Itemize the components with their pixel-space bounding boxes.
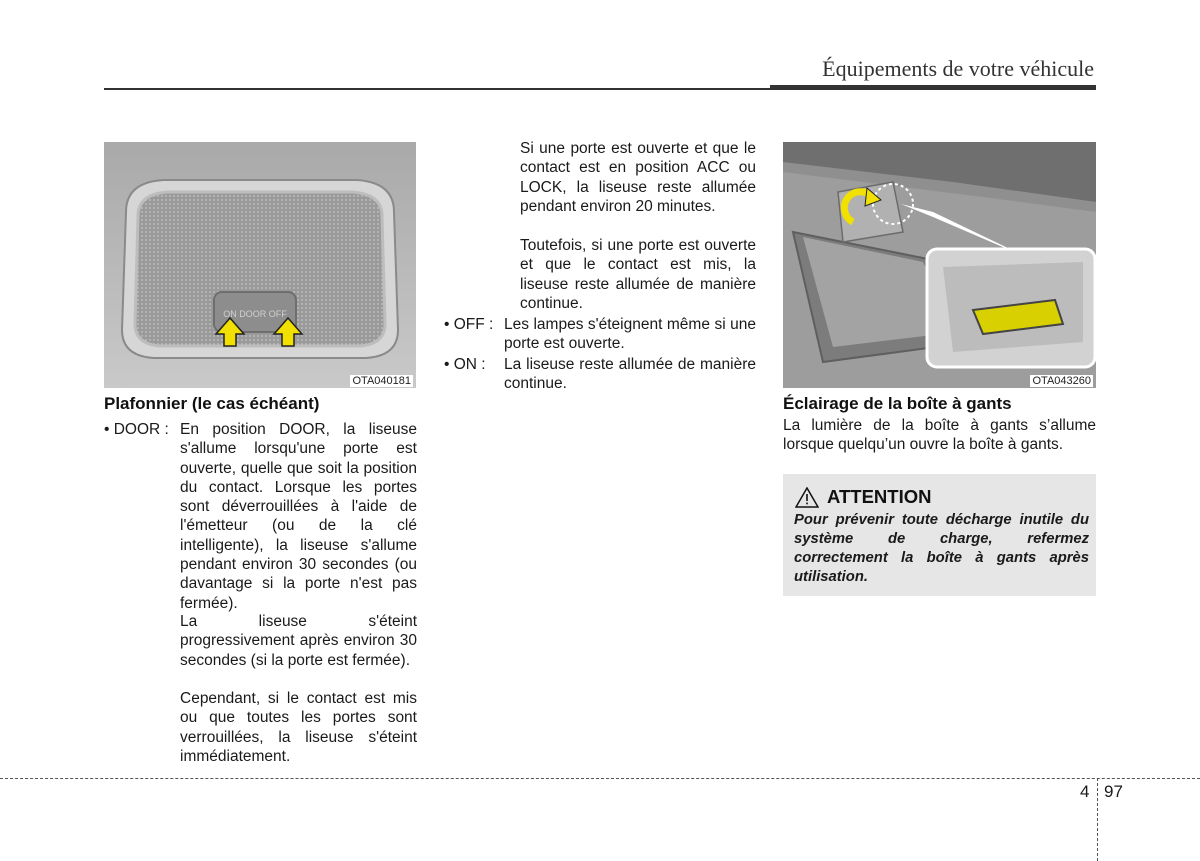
chapter-number: 4 <box>1080 782 1090 801</box>
glove-box-illustration <box>783 142 1096 388</box>
attention-box <box>783 474 1096 596</box>
footer-divider <box>1097 778 1098 861</box>
door-description-4: Si une porte est ouverte et que le contact est en position ACC ou LOCK, la liseuse reste allumée pendant environ 20 minutes. <box>520 140 756 215</box>
on-term: • ON : <box>444 356 486 373</box>
off-bullet <box>444 315 756 355</box>
door-description-3: Cependant, si le contact est mis ou que toutes les portes sont verrouillées, la liseuse s'éteint immédiatement. <box>180 690 417 765</box>
glove-box-figure <box>783 142 1096 388</box>
warning-triangle-icon <box>795 487 819 508</box>
attention-text: Pour prévenir toute décharge inutile du système de charge, refermez correctement la boîte à gants après utilisation. <box>794 512 1089 585</box>
dome-light-heading: Plafonnier (le cas échéant) <box>104 394 320 413</box>
figure-code: OTA040181 <box>352 375 411 387</box>
header-rule <box>104 88 774 90</box>
figure-code: OTA043260 <box>1032 375 1091 387</box>
dome-light-illustration <box>104 142 416 388</box>
glove-box-text: La lumière de la boîte à gants s’allume lorsque quelqu’un ouvre la boîte à gants. <box>783 417 1096 454</box>
on-bullet <box>444 355 756 395</box>
door-description-5: Toutefois, si une porte est ouverte et que le contact est mis, la liseuse reste allumée de manière continue. <box>520 237 756 312</box>
door-term: • DOOR : <box>104 421 169 438</box>
header-rule-thick <box>770 85 1096 90</box>
door-description-1: En position DOOR, la liseuse s'allume lorsqu'une porte est ouverte, quelle que soit la position du contact. Lorsque les portes sont déverrouillées à l'aide de l'émetteur (ou de la clé intelligente), la liseuse s'allume pendant environ 30 secondes (ou davantage si la porte n'est pas fermée). <box>180 421 417 612</box>
glove-box-heading: Éclairage de la boîte à gants <box>783 394 1012 413</box>
door-bullet <box>104 420 417 770</box>
on-description: La liseuse reste allumée de manière continue. <box>504 356 756 393</box>
off-term: • OFF : <box>444 316 494 333</box>
door-description-2: La liseuse s'éteint progressivement après environ 30 secondes (si la porte est fermée). <box>180 613 417 669</box>
dome-light-figure <box>104 142 416 388</box>
off-description: Les lampes s'éteignent même si une porte est ouverte. <box>504 316 756 353</box>
switch-label: ON DOOR OFF <box>223 309 287 319</box>
page-number: 97 <box>1104 782 1123 801</box>
section-title: Équipements de votre véhicule <box>822 56 1094 81</box>
attention-title: ATTENTION <box>827 486 932 507</box>
footer-rule <box>0 778 1200 779</box>
